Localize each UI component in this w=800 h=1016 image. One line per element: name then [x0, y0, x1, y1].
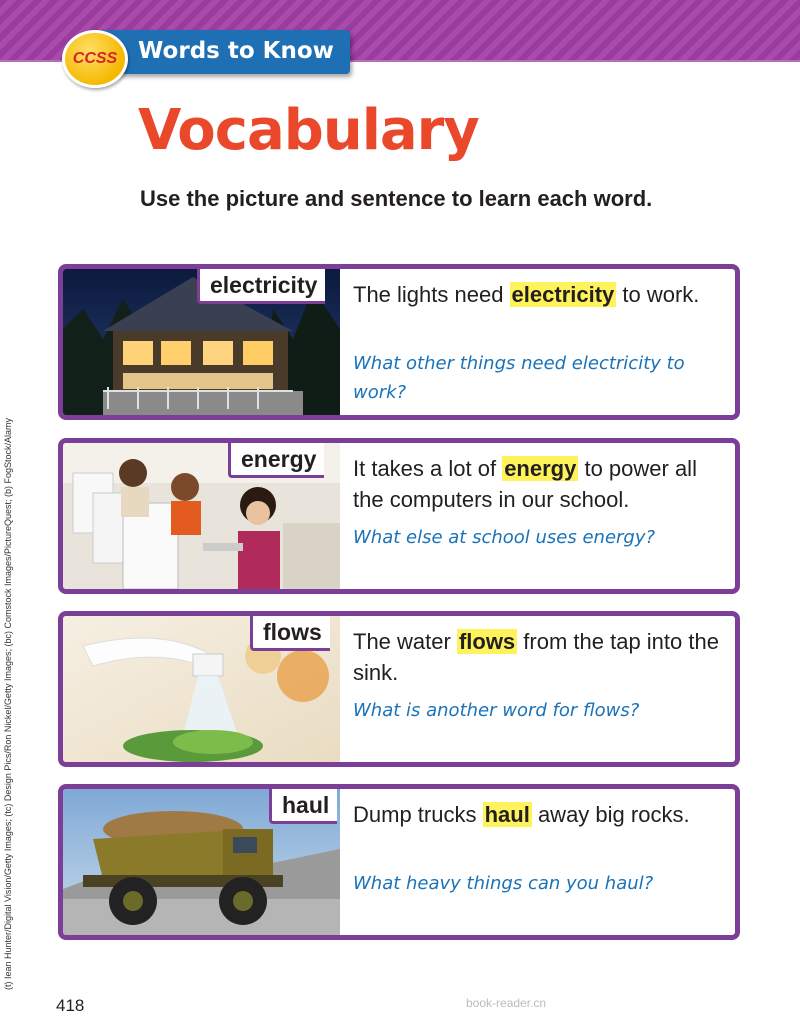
vocab-word-flows: flows [250, 616, 330, 651]
vocab-card-electricity [58, 264, 740, 420]
sentence-text: The lights need [353, 282, 510, 307]
prompt-question: What else at school uses energy? [353, 527, 656, 548]
watermark: book-reader.cn [466, 996, 547, 1010]
vocab-card-flows [58, 611, 740, 767]
photo-credits: (t) Iean Hunter/Digital Vision/Getty Images; (tc) Design Pics/Ron Nickel/Getty Images; (bc) Comstock Images/PictureQuest; (b) FogStock/Alamy [3, 417, 13, 990]
example-sentence [353, 626, 723, 688]
sentence-text: to work. [616, 282, 700, 307]
page-title: Vocabulary [138, 98, 479, 163]
vocab-word-haul: haul [269, 789, 337, 824]
sentence-text: Dump trucks [353, 802, 483, 827]
highlighted-word: haul [484, 802, 530, 827]
highlighted-word: flows [458, 629, 516, 654]
highlighted-word: electricity [511, 282, 615, 307]
sentence-text: away big rocks. [531, 802, 690, 827]
vocab-card-haul [58, 784, 740, 940]
page-subtitle: Use the picture and sentence to learn each word. [140, 186, 653, 211]
vocab-word-energy: energy [228, 443, 324, 478]
example-sentence [353, 799, 723, 830]
highlighted-word: energy [504, 456, 577, 481]
prompt-question: What heavy things can you haul? [353, 873, 654, 894]
page-number: 418 [56, 996, 85, 1015]
example-sentence [353, 453, 723, 515]
sentence-text: The water [353, 629, 457, 654]
sentence-text: It takes a lot of [353, 456, 503, 481]
ccss-badge: CCSS [62, 30, 128, 88]
vocab-card-energy [58, 438, 740, 594]
sentence-text: to power all the computers in our school. [353, 456, 697, 512]
words-to-know-label: Words to Know [138, 38, 334, 64]
sentence-text: from the tap into the sink. [353, 629, 719, 685]
example-sentence [353, 279, 723, 310]
prompt-question: What other things need electricity to work? [353, 353, 685, 403]
vocab-word-electricity: electricity [197, 269, 325, 304]
prompt-question: What is another word for flows? [353, 700, 640, 721]
